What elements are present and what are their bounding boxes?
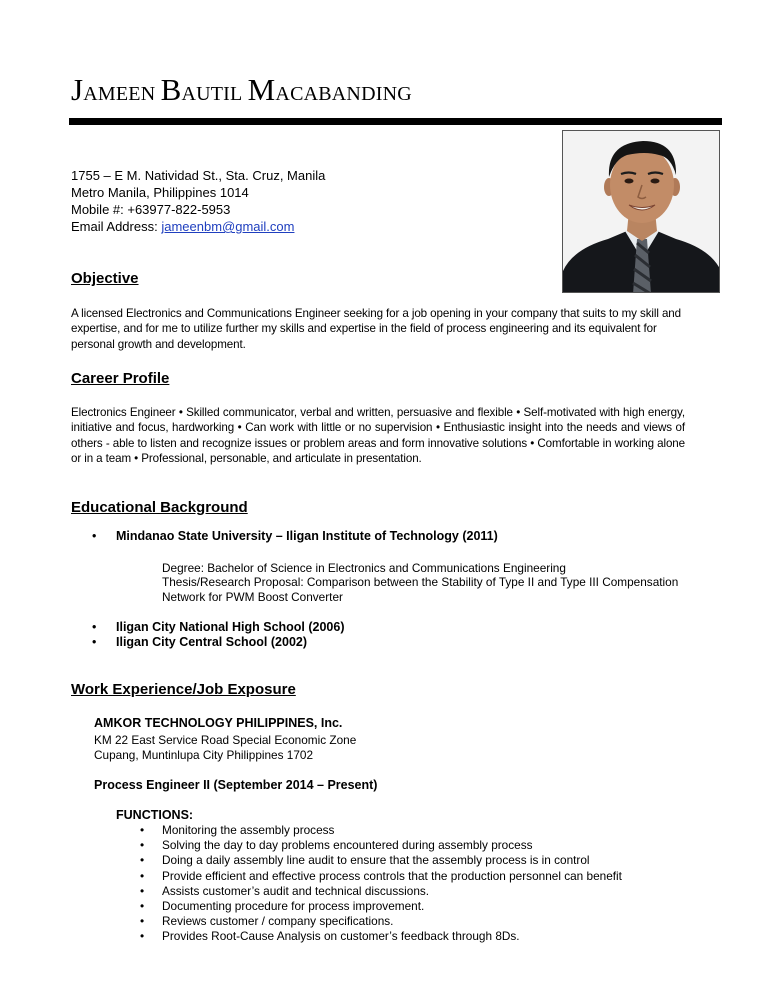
work-experience-heading: Work Experience/Job Exposure [71,681,296,698]
bullet: • [92,635,97,649]
address-line-1: 1755 – E M. Natividad St., Sta. Cruz, Manila [71,168,326,183]
education-item-elementary: • Iligan City Central School (2002) [92,635,308,649]
applicant-name: JAMEEN BAUTIL MACABANDING [71,72,412,107]
thesis-text-line-2: Network for PWM Boost Converter [162,590,343,604]
functions-label: FUNCTIONS: [116,808,194,822]
function-item: • Assists customer’s audit and technical discussions. [140,883,430,898]
bullet: • [140,838,145,853]
function-item: • Provides Root-Cause Analysis on customer’s feedback through 8Ds. [140,929,520,944]
objective-heading: Objective [71,270,139,287]
function-item: • Documenting procedure for process improvement. [140,899,425,914]
education-heading: Educational Background [71,499,248,516]
function-item: • Doing a daily assembly line audit to ensure that the assembly process is in control [140,853,590,868]
degree-text: Degree: Bachelor of Science in Electronics and Communications Engineering [162,561,566,575]
functions-list [140,823,622,945]
bullet: • [92,529,97,543]
person-portrait-icon [563,131,720,293]
career-profile-text: Electronics Engineer • Skilled communicator, verbal and written, persuasive and flexible • Self-motivated with high energy, initiative and focus, hardworking • Can work with little or no supervision • Enthusiastic insight into the needs and views of others - able to listen and recognize issues or problem areas and form innovative solutions • Comfortable in working alone or in a team • Professional, personable, and articulate in presentation. [71,406,685,466]
company-name: AMKOR TECHNOLOGY PHILIPPINES, Inc. [94,716,343,730]
function-item: • Provide efficient and effective process controls that the production personnel can benefit [140,868,622,883]
bullet: • [140,883,145,898]
function-item: • Solving the day to day problems encountered during assembly process [140,838,533,853]
company-address-line-2: Cupang, Muntinlupa City Philippines 1702 [94,748,314,762]
mobile-number: Mobile #: +63977-822-5953 [71,202,231,217]
function-item: • Monitoring the assembly process [140,823,335,837]
objective-text: A licensed Electronics and Communications Engineer seeking for a job opening in your company that suits to my skill and expertise, and for me to utilize further my skills and expertise in the field of process engineering and its equivalent for personal growth and development. [71,307,681,351]
email-row [71,218,325,235]
email-label: Email Address: [71,219,162,234]
address-line-2: Metro Manila, Philippines 1014 [71,185,249,200]
function-item: • Reviews customer / company specifications. [140,914,394,929]
profile-photo [562,130,720,293]
thesis-text-line-1: Thesis/Research Proposal: Comparison between the Stability of Type II and Type III Compensation [162,575,679,589]
job-position: Process Engineer II (September 2014 – Present) [94,778,378,792]
career-profile-heading: Career Profile [71,370,170,387]
bullet: • [140,899,145,914]
bullet: • [140,823,145,837]
education-item-university: • Mindanao State University – Iligan Institute of Technology (2011) [92,529,498,543]
bullet: • [140,868,145,883]
bullet: • [140,853,145,868]
header-rule [69,118,722,125]
email-link[interactable]: jameenbm@gmail.com [161,219,295,234]
company-address-line-1: KM 22 East Service Road Special Economic Zone [94,733,357,747]
bullet: • [92,620,97,634]
contact-info [71,167,325,235]
education-item-high-school: • Iligan City National High School (2006) [92,620,345,634]
bullet: • [140,914,145,929]
bullet: • [140,929,145,944]
